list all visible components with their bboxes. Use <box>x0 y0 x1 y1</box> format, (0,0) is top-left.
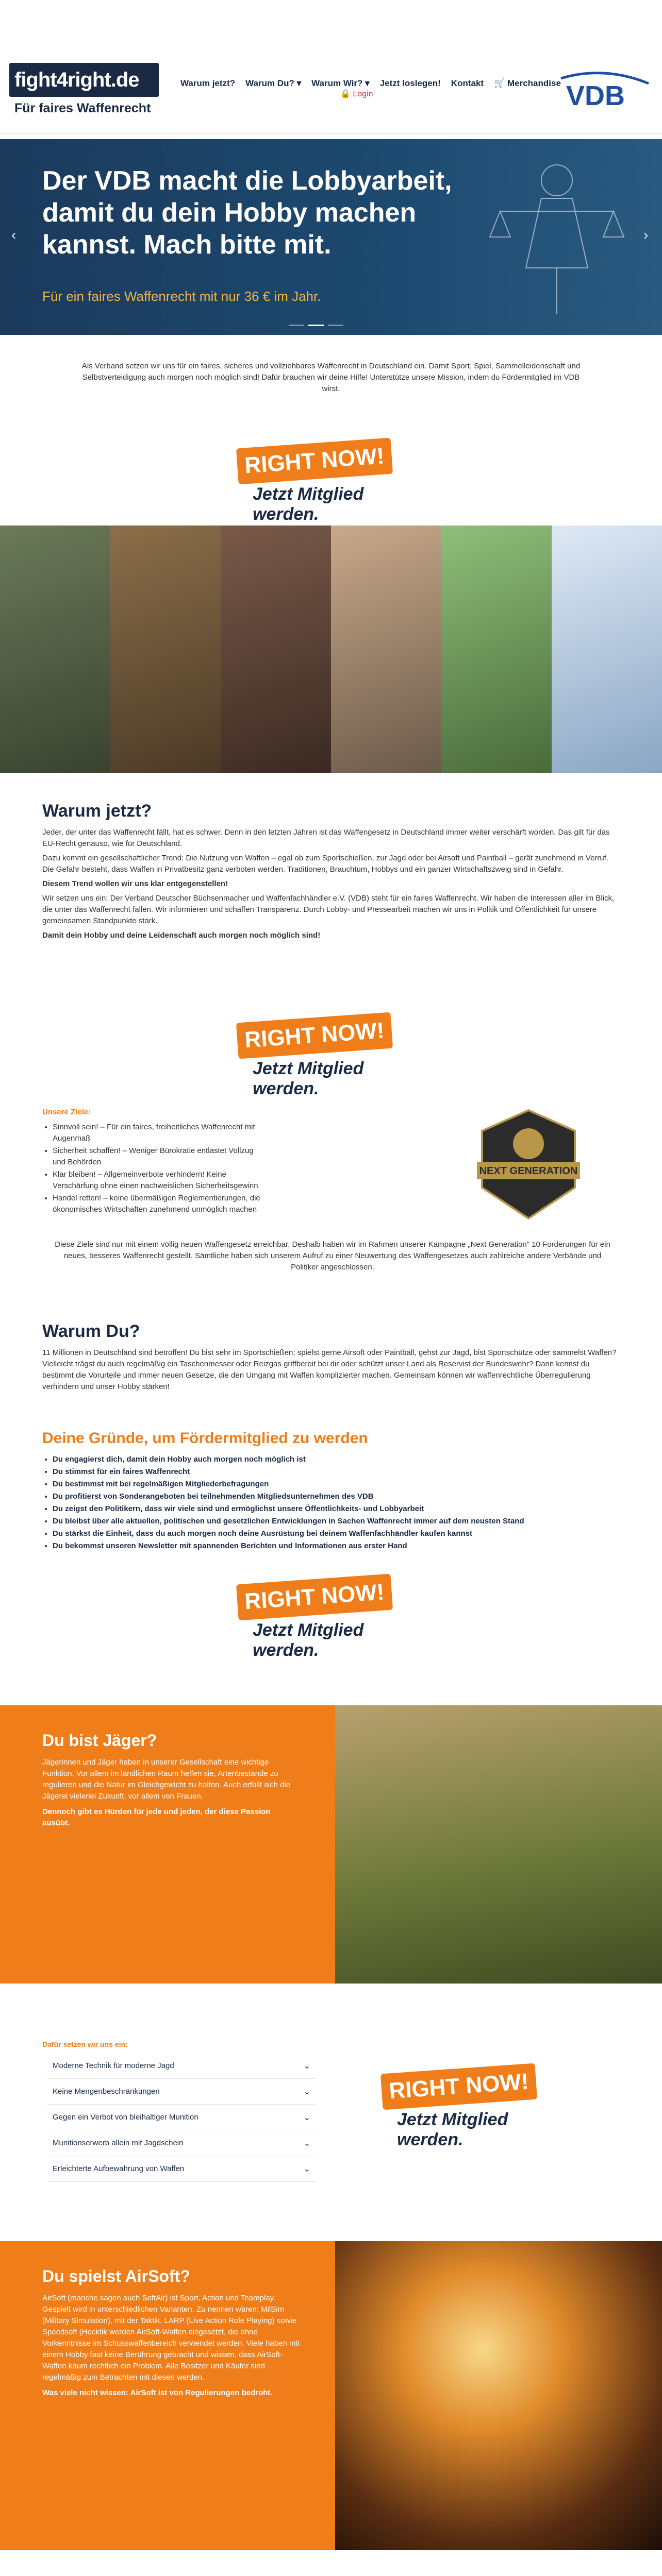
ziele-item: • Sinnvoll sein! – Für ein faires, freiheitliches Waffenrecht mit Augenmaß <box>53 1122 264 1144</box>
accordion-item[interactable]: Moderne Technik für moderne Jagd ⌄ <box>47 2053 316 2079</box>
jaeger-title: Du bist Jäger? <box>42 1731 157 1750</box>
ziele-item: • Sicherheit schaffen! – Weniger Bürokratie entlastet Vollzug und Behörden <box>53 1145 264 1168</box>
reason-item: • Du bleibst über alle aktuellen, politischen und gesetzlichen Entwicklungen in Sachen Waffenrecht immer auf dem neusten Stand <box>53 1516 620 1527</box>
hero-next-arrow-icon[interactable]: › <box>643 227 649 243</box>
cta-badge: RIGHT NOW! <box>380 2063 537 2110</box>
site-header <box>0 0 662 134</box>
reason-item: • Du bekommst unseren Newsletter mit spannenden Berichten und Informationen aus erster Hand <box>53 1540 620 1552</box>
cta-subtitle: Jetzt Mitglied werden. <box>397 2110 508 2149</box>
nav-jetzt-loslegen[interactable]: Jetzt loslegen! <box>379 78 441 88</box>
jaeger-accordion <box>47 2053 316 2182</box>
accordion-item[interactable]: Gegen ein Verbot von bleihaltiger Munition ⌄ <box>47 2105 316 2130</box>
reason-item: • Du zeigst den Politikern, dass wir viele sind und ermöglichst unsere Öffentlichkeits- und Lobbyarbeit <box>53 1503 620 1515</box>
airsoft-text <box>42 2293 300 2399</box>
nav-warum-wir[interactable]: Warum Wir? ▾ <box>311 78 370 88</box>
svg-text:VDB: VDB <box>566 80 625 111</box>
warum-jetzt-p5: Damit dein Hobby und deine Leidenschaft auch morgen noch möglich sind! <box>42 931 321 940</box>
jaeger-text <box>42 1757 300 1829</box>
photo-biathlete <box>552 526 662 773</box>
hero-subtitle: Für ein faires Waffenrecht mit nur 36 € im Jahr. <box>42 289 321 304</box>
jaeger-p2: Dennoch gibt es Hürden für jede und jeden, der diese Passion ausübt. <box>42 1807 271 1827</box>
warum-jetzt-p2: Dazu kommt ein gesellschaftlicher Trend: Die Nutzung von Waffen – egal ob zum Sportschießen, zur Jagd oder bei Airsoft und Paintball – gerät zunehmend in Verruf. Die Gefahr besteht, dass Waffen in Privatbesitz ganz verboten werden. Traditionen, Brauchtum, Hobbys und ein ganzer Wirtschaftszweig sind in Gefahr. <box>42 854 609 874</box>
photo-airsoft-players <box>221 526 331 773</box>
jaeger-p1: Jägerinnen und Jäger haben in unserer Gesellschaft eine wichtige Funktion. Vor allem im ländlichen Raum helfen sie, Artenbestände zu regulieren und die Natur im Gleichgewicht zu halten. Auch erfüllt sich die Jägerei vielerlei Zukunft, vor allem von Frauen. <box>42 1758 291 1801</box>
section-title-warum-jetzt: Warum jetzt? <box>42 801 152 821</box>
reason-item: • Du profitierst von Sonderangeboten bei teilnehmenden Mitgliedsunternehmen des VDB <box>53 1491 620 1502</box>
photo-soldiers <box>0 526 110 773</box>
site-logo-tagline: Für faires Waffenrecht <box>14 101 151 115</box>
cta-join-button[interactable] <box>382 2069 536 2149</box>
lock-icon: 🔒 <box>340 90 351 98</box>
ziele-title: Unsere Ziele: <box>42 1108 91 1116</box>
ziele-item: • Klar bleiben! – Allgemeinverbote verhindern! Keine Verschärfung ohne einen nachweislichen Sicherheitsgewinn <box>53 1169 264 1192</box>
chevron-down-icon: ⌄ <box>303 2139 310 2148</box>
reasons-list <box>42 1453 620 1553</box>
vdb-logo[interactable] <box>556 68 654 114</box>
nav-kontakt[interactable]: Kontakt <box>451 78 484 88</box>
chevron-down-icon: ⌄ <box>303 2113 310 2122</box>
accordion-item[interactable]: Keine Mengenbeschränkungen ⌄ <box>47 2079 316 2105</box>
hero-dot-active[interactable] <box>308 325 324 326</box>
cta-join-button[interactable] <box>237 1018 392 1098</box>
photo-shooter-woman <box>331 526 441 773</box>
cart-icon: 🛒 <box>494 78 505 88</box>
cta-badge: RIGHT NOW! <box>236 438 393 485</box>
cta-subtitle: Jetzt Mitglied werden. <box>253 1620 364 1660</box>
warum-jetzt-p3: Diesem Trend wollen wir uns klar entgegenstellen! <box>42 879 228 888</box>
photo-hunter-dog <box>110 526 221 773</box>
chevron-down-icon: ⌄ <box>303 2061 310 2071</box>
airsoft-title: Du spielst AirSoft? <box>42 2267 190 2285</box>
accordion-item[interactable]: Munitionserwerb allein mit Jagdschein ⌄ <box>47 2130 316 2156</box>
cta-badge: RIGHT NOW! <box>236 1012 393 1059</box>
ziele-closing: Diese Ziele sind nur mit einem völlig neuen Waffengesetz erreichbar. Deshalb haben wir im Rahmen unserer Kampagne „Next Generation" 10 Forderungen für ein neues, besseres Waffenrecht gestellt. Sämtliche haben sich unserem Aufruf zu einer Neuwertung des Waffengesetzes auch zahlreiche andere Verbände und Politiker angeschlossen. <box>55 1240 610 1272</box>
cta-subtitle: Jetzt Mitglied werden. <box>253 1059 364 1098</box>
cta-badge: RIGHT NOW! <box>236 1574 393 1621</box>
justice-figure-illustration <box>479 149 644 325</box>
reason-item: • Du engagierst dich, damit dein Hobby auch morgen noch möglich ist <box>53 1454 620 1465</box>
nav-warum-du[interactable]: Warum Du? ▾ <box>245 78 302 88</box>
cta-join-button[interactable] <box>237 443 392 524</box>
cta-join-button[interactable] <box>237 1579 392 1660</box>
photo-young-man <box>441 526 552 773</box>
jaeger-dafuer-label: Dafür setzen wir uns ein: <box>42 2040 128 2048</box>
hero-prev-arrow-icon[interactable]: ‹ <box>11 227 16 243</box>
warum-jetzt-p1: Jeder, der unter das Waffenrecht fällt, hat es schwer. Denn in den letzten Jahren ist das Waffengesetz in Deutschland immer weiter verschärft worden. Das gilt für das EU-Recht genauso, wie für Deutschland. <box>42 828 610 848</box>
nav-merchandise[interactable]: 🛒 Merchandise <box>494 78 561 88</box>
reason-item: • Du stimmst für ein faires Waffenrecht <box>53 1466 620 1478</box>
next-generation-badge <box>467 1105 590 1224</box>
hero-title: Der VDB macht die Lobbyarbeit, damit du dein Hobby machen kannst. Mach bitte mit. <box>42 166 452 260</box>
ziele-item: • Handel retten! – keine übermäßigen Reglementierungen, die ökonomisches Wirtschaften zunehmend unmöglich machen <box>53 1193 264 1215</box>
photo-hunter-with-dog <box>335 1705 662 1984</box>
warum-jetzt-text <box>42 827 620 941</box>
reason-item: • Du stärkst die Einheit, dass du auch morgen noch deine Ausrüstung bei deinem Waffenfachhändler kaufen kannst <box>53 1528 620 1539</box>
nav-warum-jetzt[interactable]: Warum jetzt? <box>180 78 236 88</box>
hero-pagination <box>289 325 343 326</box>
community-photo-strip <box>0 526 662 773</box>
hero-dot[interactable] <box>289 325 304 326</box>
chevron-down-icon: ⌄ <box>303 2087 310 2096</box>
warum-du-text: 11 Millionen in Deutschland sind betroffen! Du bist sehr im Sportschießen; spielst gerne Airsoft oder Paintball, gehst zur Jagd, bist Sportschütze oder sammelst Waffen? Vielleicht trägst du auch regelmäßig ein Taschenmesser oder Reizgas griffbereit bei dir oder schützt unser Land als Reservist der Bundeswehr? Dann kennst du bestimmt die Vorurteile und immer neuen Gesetze, die den Umgang mit Waffen komplizierter machen. Gemeinsam können wir waffenrechtliche Überregulierung verhindern und unser Hobby stärken! <box>42 1348 617 1391</box>
airsoft-p1: AirSoft (manche sagen auch SoftAir) ist Sport, Action und Teamplay. Gespielt wird in unterschiedlichen Varianten. Zu nennen wären: MilSim (Military Simulation), mit der Taktik, LARP (Live Action Role Playing) sowie Speedsoft (Hecktik werden AirSoft-Waffen eingesetzt, die ohne Vorkenntnisse im Schusswaffenbereich verwendet werden. Viele haben mit einem Hobby fast keine Berührung gebracht und wissen, dass AirSoft-Waffen kaum rechtlich ein Problem. Alle Besitzer und Käufer sind regelmäßig zum Betrachten mit diesen werden. <box>42 2294 300 2382</box>
main-nav <box>180 78 561 89</box>
hero-dot[interactable] <box>328 325 343 326</box>
login-link[interactable]: 🔒 Login <box>340 90 373 98</box>
intro-text: Als Verband setzen wir uns für ein faires, sicheres und vollziehbares Waffenrecht in Deutschland ein. Damit Sport, Spiel, Sammelleidenschaft und Selbstverteidigung auch morgen noch möglich sind! Dafür brauchen wir deine Hilfe! Unterstütze unsere Mission, indem du Fördermitglied im VDB wirst. <box>81 362 581 393</box>
warum-jetzt-p4: Wir setzen uns ein: Der Verband Deutscher Büchsenmacher und Waffenfachhändler e.V. (VDB) steht für ein faires Waffenrecht. Wir haben die Interessen aller im Blick, die unter das Waffenrecht fallen. Wir informieren und schaffen Transparenz. Durch Lobby- und Pressearbeit machen wir uns in Politik und Öffentlichkeit für unsere gemeinsamen Standpunkte stark. <box>42 894 615 925</box>
photo-airsoft-silhouettes <box>335 2241 662 2550</box>
airsoft-p2: Was viele nicht wissen: AirSoft ist von Regulierungen bedroht. <box>42 2388 273 2397</box>
section-title-warum-du: Warum Du? <box>42 1321 140 1341</box>
svg-text:NEXT GENERATION: NEXT GENERATION <box>479 1165 578 1177</box>
accordion-item[interactable]: Erleichterte Aufbewahrung von Waffen ⌄ <box>47 2156 316 2182</box>
reasons-title: Deine Gründe, um Fördermitglied zu werden <box>42 1430 368 1447</box>
site-logo[interactable]: fight4right.de <box>9 63 159 97</box>
cta-subtitle: Jetzt Mitglied werden. <box>253 484 364 524</box>
ziele-list <box>42 1121 264 1216</box>
reason-item: • Du bestimmst mit bei regelmäßigen Mitgliederbefragungen <box>53 1479 620 1490</box>
chevron-down-icon: ⌄ <box>303 2164 310 2174</box>
